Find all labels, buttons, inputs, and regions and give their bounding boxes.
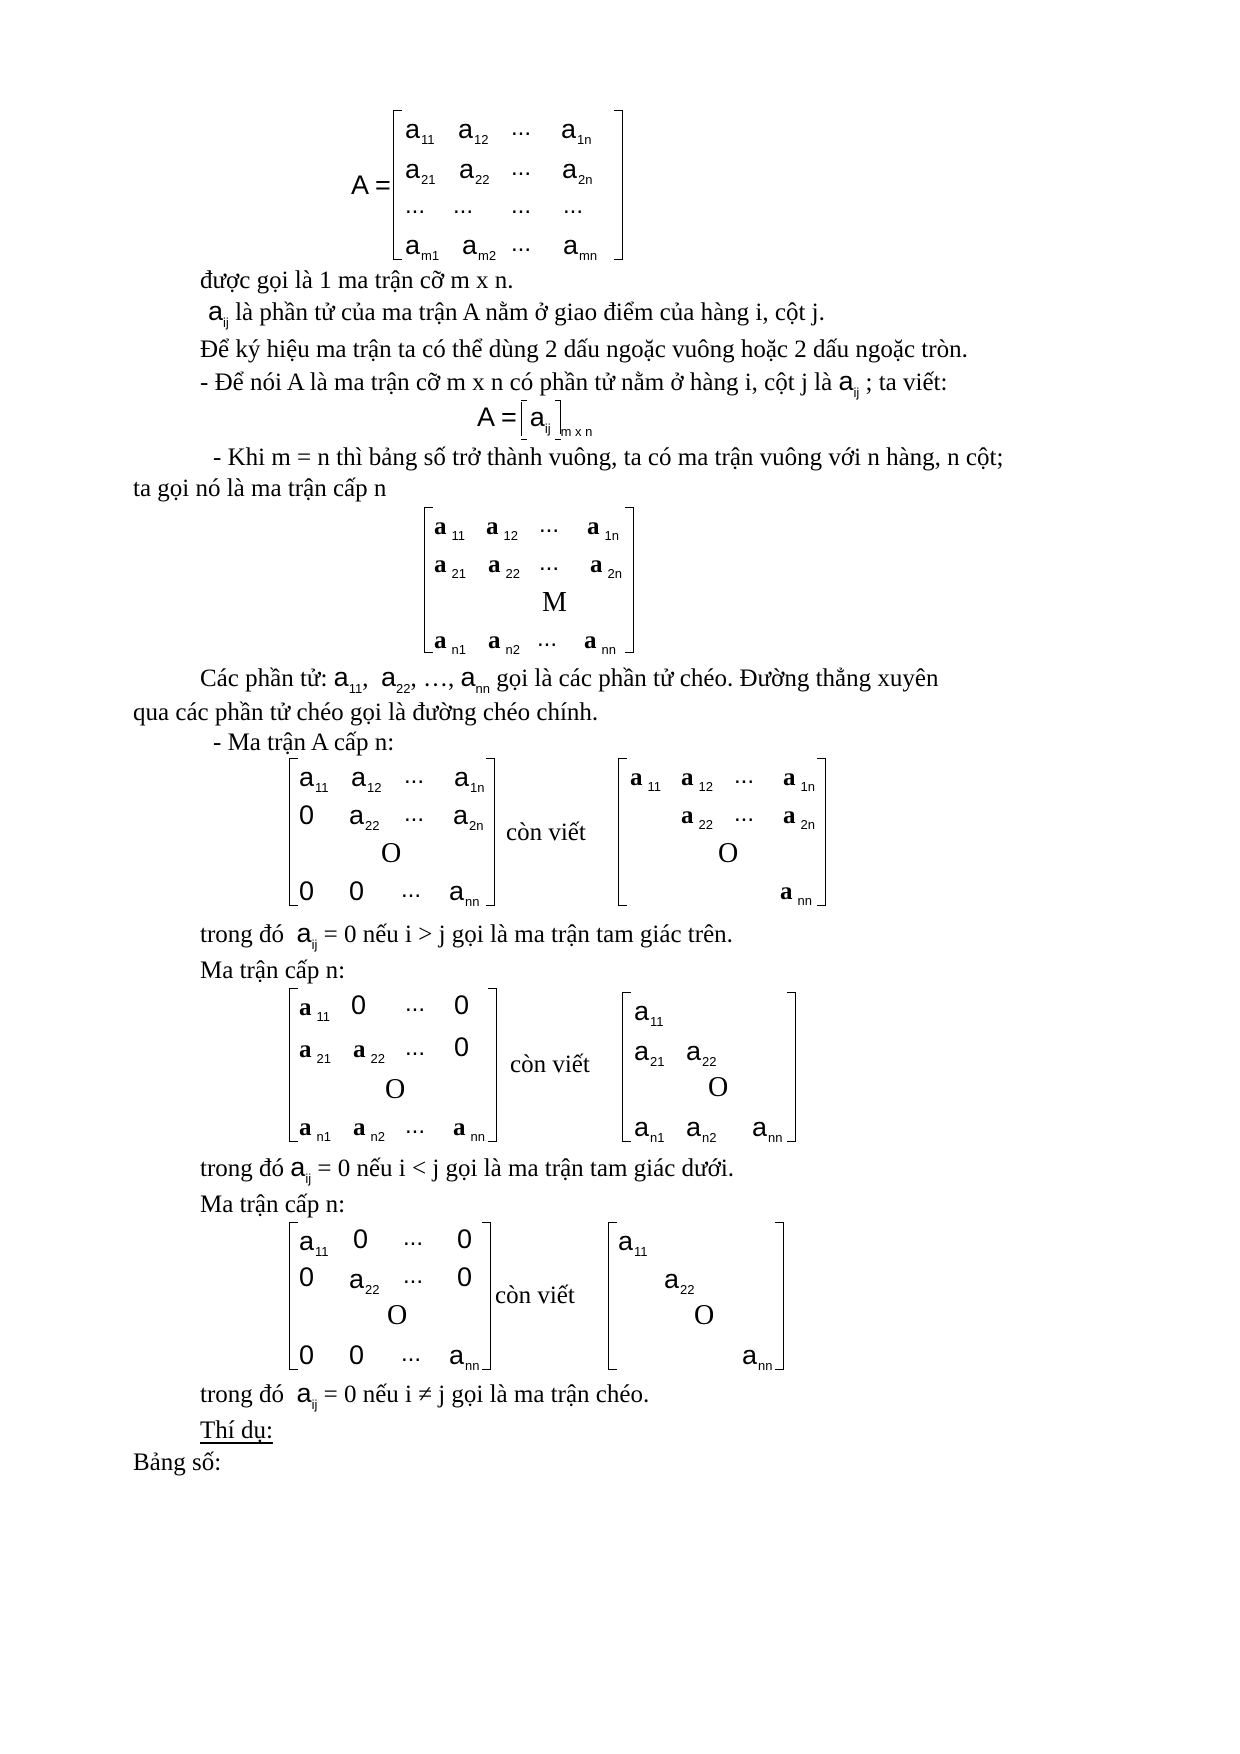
matrix-element: $a_{m1}$ bbox=[405, 230, 440, 263]
matrix-dots: ... bbox=[537, 625, 558, 652]
matrix-element: $a_{12}$ bbox=[458, 114, 489, 147]
matrix-element: a $_{n2}$ bbox=[488, 627, 520, 657]
matrix-element: a $_{12}$ bbox=[486, 513, 518, 543]
matrix-dots: ... bbox=[405, 192, 426, 219]
matrix-dots: ... bbox=[511, 154, 532, 181]
paragraph: được gọi là 1 ma trận cỡ m x n. bbox=[200, 267, 514, 294]
lower-triangular-short: $a_{11}$ $a_{21}$ $a_{22}$ O $a_{n1}$ $a_{n2}$ $a_{nn}$ bbox=[622, 992, 796, 1142]
matrix-dots: ... bbox=[511, 230, 532, 257]
matrix-element: a $_{21}$ bbox=[434, 551, 466, 581]
vertical-dots-symbol: M bbox=[542, 587, 567, 618]
matrix-dots: ... bbox=[511, 192, 532, 219]
matrix-lhs: A = bbox=[351, 170, 391, 200]
paragraph: - Để nói A là ma trận cỡ m x n có phần tử nằm ở hàng i, cột j là $a_{ij}$ ; ta viết: bbox=[200, 366, 948, 400]
general-matrix bbox=[393, 110, 623, 263]
paragraph: trong đó $a_{ij} = 0$ nếu i < j gọi là ma trận tam giác dưới. bbox=[200, 1152, 735, 1186]
paragraph: $a_{ij}$ là phần tử của ma trận A nằm ở giao điểm của hàng i, cột j. bbox=[208, 296, 825, 330]
lower-triangular-matrix: a $_{11}$ 0 ... 0 a $_{21}$ a $_{22}$ ... 0 O a $_{n1}$ a $_{n2}$ ... a $_{nn}$ bbox=[289, 988, 497, 1142]
paragraph: trong đó $a_{ij} = 0$ nếu i ≠ j gọi là ma trận chéo. bbox=[200, 1378, 650, 1412]
paragraph: Ma trận cấp n: bbox=[200, 1191, 346, 1218]
matrix-element: $a_{mn}$ bbox=[563, 230, 598, 263]
paragraph: - Khi m = n thì bảng số trở thành vuông, ta có ma trận vuông với n hàng, n cột; bbox=[213, 444, 1004, 471]
paragraph: ta gọi nó là ma trận cấp n bbox=[133, 475, 387, 502]
paragraph: Bảng số: bbox=[133, 1449, 222, 1476]
upper-triangular-short: a $_{11}$ a $_{12}$ ... a $_{1n}$ a $_{22}$ ... a $_{2n}$ O a $_{nn}$ bbox=[618, 758, 826, 906]
con-viet-label: còn viết bbox=[506, 819, 586, 846]
matrix-dots: ... bbox=[539, 549, 560, 576]
matrix-element: a $_{11}$ bbox=[434, 513, 465, 543]
paragraph: Để ký hiệu ma trận ta có thể dùng 2 dấu ngoặc vuông hoặc 2 dấu ngoặc tròn. bbox=[200, 336, 968, 363]
matrix-element: $a_{m2}$ bbox=[462, 230, 497, 263]
matrix-dots: ... bbox=[453, 192, 474, 219]
matrix-dots: ... bbox=[563, 192, 584, 219]
matrix-notation-equation: A = $a_{ij}$ $_{m x n}$ bbox=[477, 402, 593, 439]
con-viet-label: còn viết bbox=[495, 1282, 575, 1309]
matrix-element: $a_{21}$ bbox=[405, 154, 436, 187]
con-viet-label: còn viết bbox=[510, 1051, 590, 1078]
paragraph: trong đó $a_{ij} = 0$ nếu i > j gọi là ma trận tam giác trên. bbox=[200, 918, 733, 952]
matrix-element: a $_{n1}$ bbox=[434, 627, 466, 657]
diagonal-short: $a_{11}$ $a_{22}$ O $a_{nn}$ bbox=[608, 1222, 784, 1370]
paragraph: Các phần tử: $a_{11}$, $a_{22}$, …, $a_{nn}$ gọi là các phần tử chéo. Đường thẳng xuyên bbox=[200, 662, 939, 696]
matrix-element: a $_{1n}$ bbox=[587, 513, 619, 543]
matrix-element: $a_{22}$ bbox=[459, 154, 490, 187]
matrix-dots: ... bbox=[511, 114, 532, 141]
paragraph: qua các phần tử chéo gọi là đường chéo chính. bbox=[133, 699, 599, 726]
diagonal-matrix: $a_{11}$ 0 ... 0 0 $a_{22}$ ... 0 O 0 0 ... $a_{nn}$ bbox=[289, 1222, 491, 1370]
matrix-element: a $_{22}$ bbox=[488, 551, 520, 581]
matrix-dots: ... bbox=[539, 511, 560, 538]
matrix-element: a $_{nn}$ bbox=[584, 627, 616, 657]
matrix-element: $a_{2n}$ bbox=[562, 154, 593, 187]
matrix-element: $a_{1n}$ bbox=[561, 114, 592, 147]
paragraph: - Ma trận A cấp n: bbox=[213, 729, 395, 756]
square-matrix bbox=[424, 507, 634, 657]
paragraph: Ma trận cấp n: bbox=[200, 957, 346, 984]
matrix-element: a $_{2n}$ bbox=[590, 551, 622, 581]
matrix-element: $a_{11}$ bbox=[405, 114, 435, 147]
upper-triangular-matrix: $a_{11}$ $a_{12}$ ... $a_{1n}$ 0 $a_{22}$ ... $a_{2n}$ O 0 0 ... $a_{nn}$ bbox=[289, 758, 495, 906]
example-heading: Thí dụ: bbox=[200, 1417, 273, 1444]
